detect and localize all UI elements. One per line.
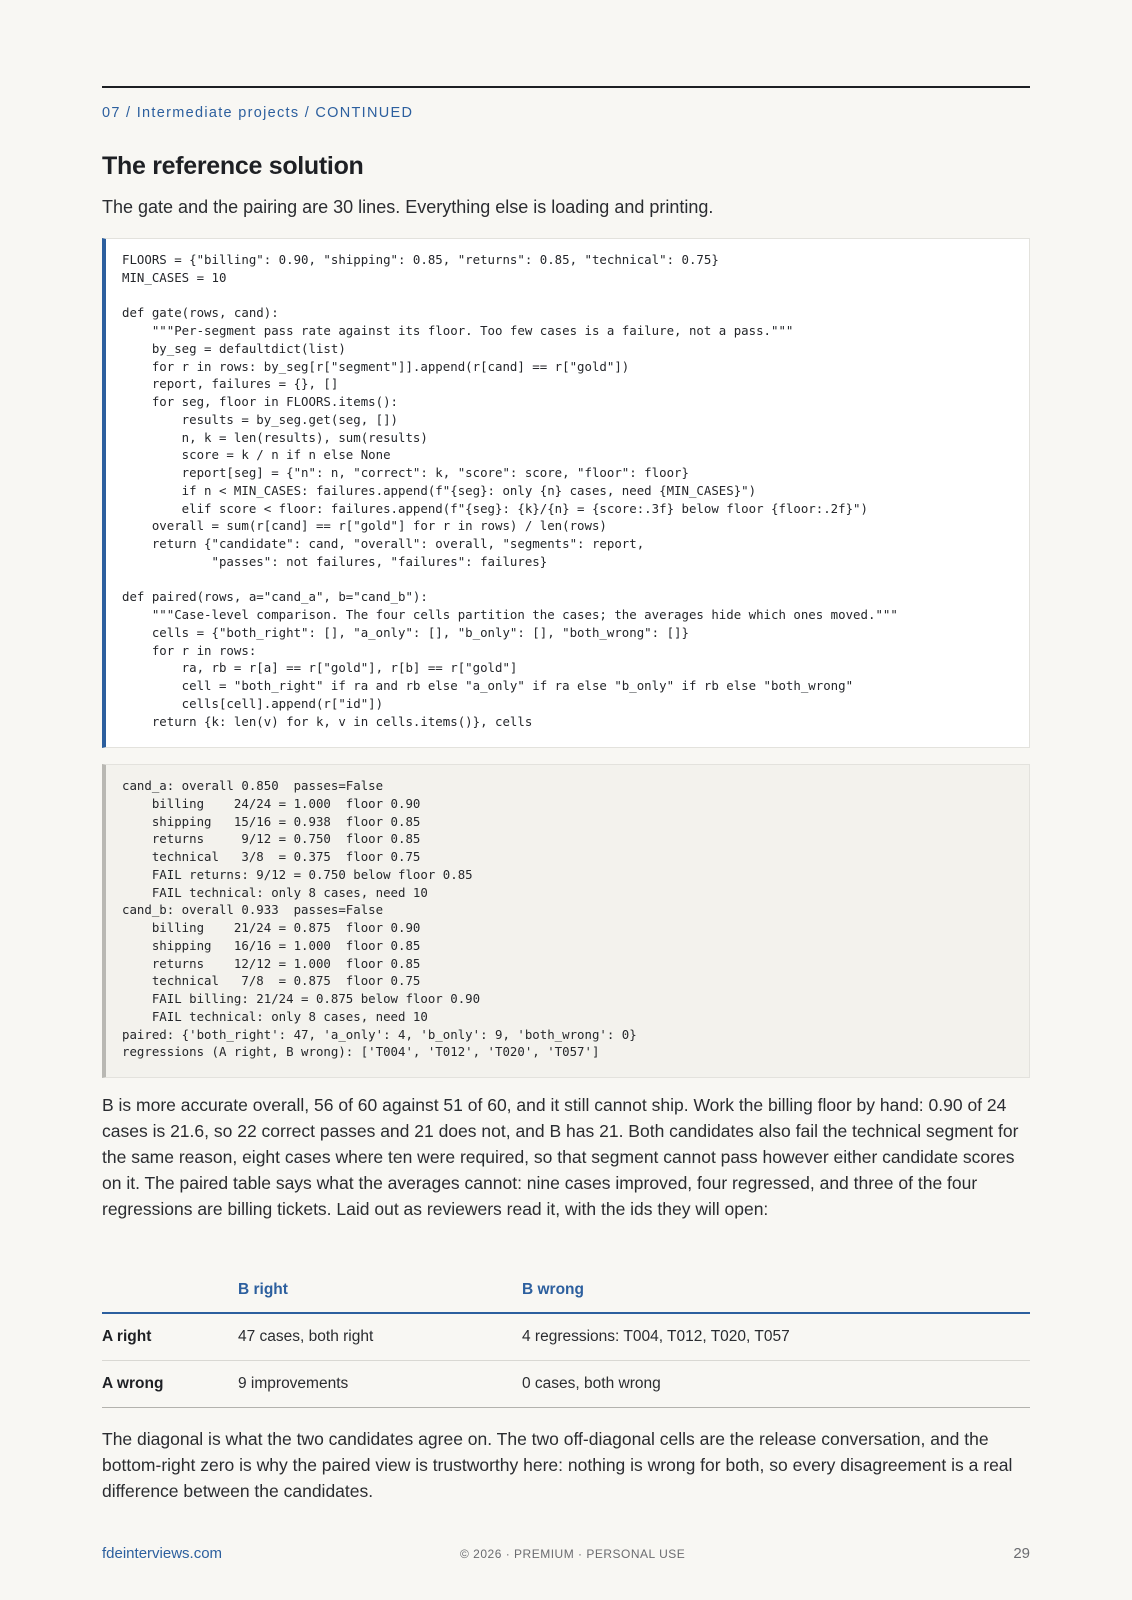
cell-a-wrong-b-right: 9 improvements [238,1375,349,1392]
closing-paragraph: The diagonal is what the two candidates agree on. The two off-diagonal cells are the release conversation, and the bottom-right zero is why the paired view is trustworthy here: nothing is wrong for both, so every disagreement is a real difference between the candidates. [102,1429,1013,1501]
table-row [102,1314,1030,1361]
footer-copyright: © 2026 · PREMIUM · PERSONAL USE [460,1547,686,1561]
page-number: 29 [1013,1545,1030,1562]
body-paragraph: B is more accurate overall, 56 of 60 against 51 of 60, and it still cannot ship. Work the billing floor by hand: 0.90 of 24 cases is 21.6, so 22 correct passes and 21 does not, and B has 21. Both candidates also fail the technical segment for the same reason, eight cases where ten were required, so that segment cannot pass however either candidate scores on it. The paired table says what the averages cannot: nine cases improved, four regressed, and three of the four regressions are billing tickets. Laid out as reviewers read it, with the ids they will open: [102,1095,1019,1219]
cell-a-wrong-b-wrong: 0 cases, both wrong [522,1375,661,1392]
section-title: The reference solution [102,152,364,180]
table-header-row [102,1270,1030,1314]
row-label-a-right: A right [102,1328,152,1345]
table-row [102,1361,1030,1408]
table-header-b-wrong: B wrong [522,1281,584,1298]
table-header-b-right: B right [238,1281,288,1298]
footer-site-link[interactable]: fdeinterviews.com [102,1545,223,1562]
paired-table [102,1270,1030,1408]
cell-a-right-b-right: 47 cases, both right [238,1328,374,1345]
row-label-a-wrong: A wrong [102,1375,164,1392]
code-listing: FLOORS = {"billing": 0.90, "shipping": 0.85, "returns": 0.85, "technical": 0.75} MIN_CASES = 10 def gate(rows, cand): """Per-segment pass rate against its floor. Too few cases is a failure, not a pass.""" by_seg = defaultdict(list) for r in rows: by_seg[r["segment"]].append(r[cand] == r["gold"]) report, failures = {}, [] for seg, floor in FLOORS.items(): results = by_seg.get(seg, []) n, k = len(results), sum(results) score = k / n if n else None report[seg] = {"n": n, "correct": k, "score": score, "floor": floor} if n < MIN_CASES: failures.append(f"{seg}: only {n} cases, need {MIN_CASES}") elif score < floor: failures.append(f"{seg}: {k}/{n} = {score:.3f} below floor {floor:.2f}") overall = sum(r[cand] == r["gold"] for r in rows) / len(rows) return {"candidate": cand, "overall": overall, "segments": report, "passes": not failures, "failures": failures} def paired(rows, a="cand_a", b="cand_b"): """Case-level comparison. The four cells partition the cases; the averages hide which ones moved.""" cells = {"both_right": [], "a_only": [], "b_only": [], "both_wrong": []} for r in rows: ra, rb = r[a] == r["gold"], r[b] == r["gold"] cell = "both_right" if ra and rb else "a_only" if ra else "b_only" if rb else "both_wrong" cells[cell].append(r["id"]) return {k: len(v) for k, v in cells.items()}, cells [102,238,1030,748]
header-rule [102,86,1030,88]
section-lede: The gate and the pairing are 30 lines. Everything else is loading and printing. [102,197,714,217]
cell-a-right-b-wrong: 4 regressions: T004, T012, T020, T057 [522,1328,790,1345]
output-listing: cand_a: overall 0.850 passes=False billing 24/24 = 1.000 floor 0.90 shipping 15/16 = 0.938 floor 0.85 returns 9/12 = 0.750 floor 0.85 technical 3/8 = 0.375 floor 0.75 FAIL returns: 9/12 = 0.750 below floor 0.85 FAIL technical: only 8 cases, need 10 cand_b: overall 0.933 passes=False billing 21/24 = 0.875 floor 0.90 shipping 16/16 = 1.000 floor 0.85 returns 12/12 = 1.000 floor 0.85 technical 7/8 = 0.875 floor 0.75 FAIL billing: 21/24 = 0.875 below floor 0.90 FAIL technical: only 8 cases, need 10 paired: {'both_right': 47, 'a_only': 4, 'b_only': 9, 'both_wrong': 0} regressions (A right, B wrong): ['T004', 'T012', 'T020', 'T057'] [102,764,1030,1078]
breadcrumb: 07 / Intermediate projects / CONTINUED [102,105,414,121]
